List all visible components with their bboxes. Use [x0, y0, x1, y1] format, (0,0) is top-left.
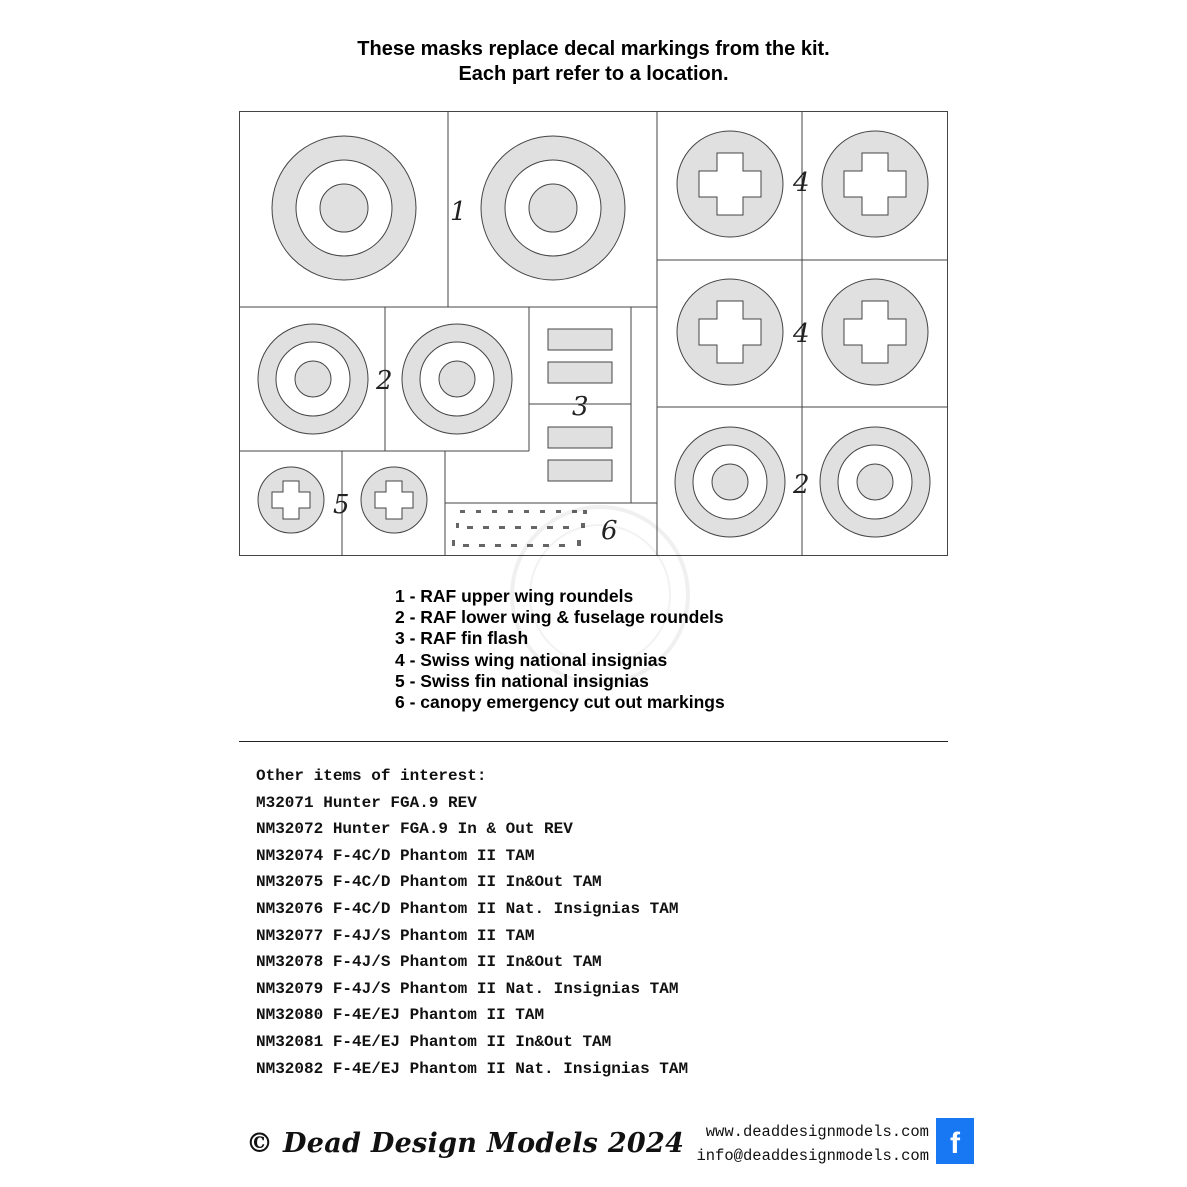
- swiss-insignia-4: [822, 279, 928, 385]
- list-item: NM32079 F-4J/S Phantom II Nat. Insignias TAM: [256, 979, 679, 998]
- mask-sheet-diagram: [239, 111, 948, 556]
- canopy-cutout-markings: [452, 510, 587, 547]
- list-item: NM32080 F-4E/EJ Phantom II TAM: [256, 1006, 545, 1025]
- copyright-text: © Dead Design Models 2024: [246, 1128, 685, 1159]
- list-item: M32071 Hunter FGA.9 REV: [256, 793, 477, 812]
- legend-item: 6 - canopy emergency cut out markings: [395, 692, 725, 713]
- roundel-large-1: [272, 136, 416, 280]
- roundel-medium-4: [820, 427, 930, 537]
- divider: [239, 741, 948, 742]
- part-number-5: 5: [333, 490, 350, 520]
- part-number-6: 6: [601, 516, 618, 546]
- roundel-medium-3: [675, 427, 785, 537]
- facebook-glyph: f: [950, 1127, 960, 1160]
- list-item: NM32075 F-4C/D Phantom II In&Out TAM: [256, 873, 602, 892]
- fin-flash-2: [548, 427, 612, 481]
- roundel-medium-2: [402, 324, 512, 434]
- swiss-insignia-2: [822, 131, 928, 237]
- email-link[interactable]: info@deaddesignmodels.com: [696, 1147, 929, 1165]
- list-item: NM32074 F-4C/D Phantom II TAM: [256, 846, 535, 865]
- part-number-1: 1: [450, 197, 467, 227]
- part-number-2-fuselage: 2: [793, 470, 810, 500]
- legend-item: 2 - RAF lower wing & fuselage roundels: [395, 607, 724, 628]
- part-number-4-upper: 4: [793, 168, 810, 198]
- intro-text: [0, 37, 1187, 87]
- website-link[interactable]: www.deaddesignmodels.com: [705, 1123, 929, 1141]
- part-number-2-lower: 2: [376, 366, 393, 396]
- legend-list: [395, 586, 725, 713]
- roundel-large-2: [481, 136, 625, 280]
- other-items-list: [256, 763, 688, 1082]
- roundel-medium-1: [258, 324, 368, 434]
- list-item: NM32077 F-4J/S Phantom II TAM: [256, 926, 535, 945]
- list-item: NM32076 F-4C/D Phantom II Nat. Insignias TAM: [256, 899, 679, 918]
- legend-item: 4 - Swiss wing national insignias: [395, 649, 668, 670]
- part-number-3: 3: [572, 392, 589, 422]
- list-item: NM32082 F-4E/EJ Phantom II Nat. Insignias TAM: [256, 1059, 689, 1078]
- legend-item: 3 - RAF fin flash: [395, 628, 529, 649]
- part-number-4-lower: 4: [793, 319, 810, 349]
- legend-item: 5 - Swiss fin national insignias: [395, 670, 649, 691]
- intro-line-2: Each part refer to a location.: [458, 63, 729, 85]
- swiss-fin-insignia-1: [258, 467, 324, 533]
- list-item: NM32081 F-4E/EJ Phantom II In&Out TAM: [256, 1032, 612, 1051]
- facebook-icon[interactable]: [936, 1118, 974, 1164]
- other-items-heading: Other items of interest:: [256, 767, 487, 785]
- swiss-insignia-3: [677, 279, 783, 385]
- list-item: NM32078 F-4J/S Phantom II In&Out TAM: [256, 953, 602, 972]
- contact-info: [696, 1120, 929, 1168]
- fin-flash-1: [548, 329, 612, 383]
- swiss-fin-insignia-2: [361, 467, 427, 533]
- legend-item: 1 - RAF upper wing roundels: [395, 586, 634, 606]
- swiss-insignia-1: [677, 131, 783, 237]
- intro-line-1: These masks replace decal markings from the kit.: [357, 38, 830, 60]
- list-item: NM32072 Hunter FGA.9 In & Out REV: [256, 820, 573, 839]
